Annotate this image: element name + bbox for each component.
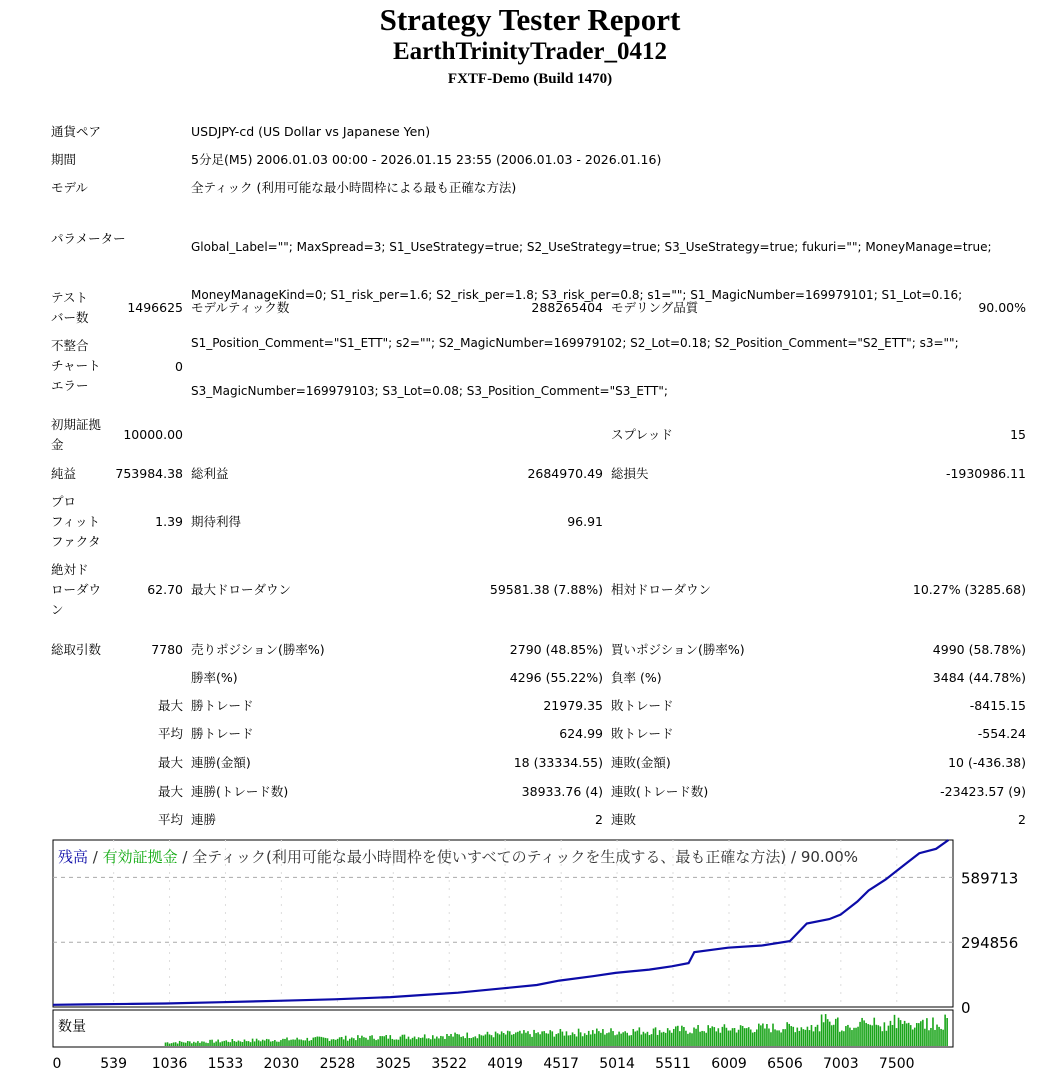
x-tick-label: 4019 (487, 1056, 523, 1072)
row1-b-value: -8415.15 (969, 698, 1026, 713)
row5-b-value: 2 (1018, 812, 1026, 827)
row4-a-value: 38933.76 (4) (521, 784, 603, 799)
model-label: モデル (51, 180, 88, 195)
params-label: パラメーター (51, 231, 126, 246)
row4-b-label: 連敗(トレード数) (611, 784, 709, 799)
x-tick-label: 6506 (767, 1056, 803, 1072)
x-tick-label: 1036 (151, 1056, 188, 1072)
win-label: 勝率(%) (191, 670, 238, 685)
mismatch-value: 0 (175, 359, 183, 374)
row3-prefix: 最大 (157, 755, 183, 770)
report-title: Strategy Tester Report (379, 2, 681, 37)
row2-prefix: 平均 (157, 726, 183, 741)
legend-description: / 全ティック(利用可能な最小時間枠を使いすべてのティックを生成する、最も正確な方法) / 90.00% (177, 848, 859, 866)
deposit-value: 10000.00 (123, 427, 183, 442)
net-label: 純益 (51, 466, 77, 481)
spread-label: スプレッド (611, 427, 673, 442)
row2-a-label: 勝トレード (191, 726, 254, 741)
x-tick-label: 4517 (543, 1056, 579, 1072)
row2-a-value: 624.99 (559, 726, 603, 741)
row3-b-value: 10 (-436.38) (948, 755, 1026, 770)
spread-value: 15 (1010, 427, 1026, 442)
mismatch-label-2: チャート (51, 358, 101, 373)
params-line: MoneyManageKind=0; S1_risk_per=1.6; S2_risk_per=1.8; S3_risk_per=0.8; s1=""; S1_MagicNumber=169979101; S1_Lot=0.16; (191, 288, 963, 302)
x-ticks (53, 1056, 915, 1072)
short-value: 2790 (48.85%) (509, 642, 603, 657)
row5-a-value: 2 (595, 812, 603, 827)
row1-prefix: 最大 (157, 698, 183, 713)
legend-balance: 残高 (58, 848, 89, 866)
x-tick-label: 6009 (711, 1056, 747, 1072)
gross-profit-value: 2684970.49 (527, 466, 603, 481)
legend-sep: / (88, 848, 103, 866)
bars-value: 1496625 (127, 300, 183, 315)
net-value: 753984.38 (115, 466, 183, 481)
max-dd-label: 最大ドローダウン (191, 582, 292, 597)
x-tick-label: 2528 (319, 1056, 356, 1072)
y-ticks (961, 869, 1018, 1017)
row5-prefix: 平均 (157, 812, 183, 827)
row3-b-label: 連敗(金額) (611, 755, 671, 770)
row1-a-value: 21979.35 (543, 698, 603, 713)
expected-value: 96.91 (567, 514, 603, 529)
abs-dd-label-1: 絶対ド (51, 562, 89, 577)
row5-b-label: 連敗 (611, 812, 637, 827)
row2-b-value: -554.24 (977, 726, 1026, 741)
deposit-label-1: 初期証拠 (51, 417, 102, 432)
x-tick-label: 2030 (263, 1056, 300, 1072)
row1-a-label: 勝トレード (191, 698, 254, 713)
mismatch-label-1: 不整合 (51, 338, 89, 353)
x-tick-label: 1533 (207, 1056, 244, 1072)
pf-value: 1.39 (155, 514, 183, 529)
win-value: 4296 (55.22%) (509, 670, 603, 685)
y-tick-label: 589713 (961, 869, 1019, 888)
bars-label-2: バー数 (51, 310, 89, 325)
model-value: 全ティック (利用可能な最小時間枠による最も正確な方法) (191, 180, 517, 195)
x-tick-label: 7500 (878, 1056, 915, 1072)
row3-a-value: 18 (33334.55) (513, 755, 603, 770)
row3-a-label: 連勝(金額) (191, 755, 251, 770)
ticks-value: 288265404 (531, 300, 603, 315)
bars-label-1: テスト (51, 290, 89, 305)
long-value: 4990 (58.78%) (932, 642, 1026, 657)
row5-a-label: 連勝 (191, 812, 217, 827)
y-tick-label: 0 (961, 999, 971, 1017)
x-tick-label: 7003 (823, 1056, 859, 1072)
params-line: Global_Label=""; MaxSpread=3; S1_UseStrategy=true; S2_UseStrategy=true; S3_UseStrategy=true; fukuri=""; MoneyManage=true; (191, 240, 992, 254)
x-tick-label: 539 (100, 1056, 128, 1072)
pf-label-2: フィット (51, 514, 101, 529)
x-tick-label: 5014 (599, 1056, 635, 1072)
rel-dd-label: 相対ドローダウン (611, 582, 712, 597)
max-dd-value: 59581.38 (7.88%) (489, 582, 603, 597)
server-build: FXTF-Demo (Build 1470) (447, 71, 613, 87)
symbol-label: 通貨ペア (51, 124, 102, 139)
params-line: S1_Position_Comment="S1_ETT"; s2=""; S2_MagicNumber=169979102; S2_Lot=0.18; S2_Position_Comment="S2_ETT"; s3=""; (191, 336, 959, 350)
mismatch-label-3: エラー (51, 378, 89, 393)
pf-label-3: ファクタ (51, 534, 101, 549)
expected-label: 期待利得 (191, 514, 242, 529)
period-value: 5分足(M5) 2006.01.03 00:00 - 2026.01.15 23:55 (2006.01.03 - 2026.01.16) (191, 152, 662, 167)
short-label: 売りポジション(勝率%) (191, 642, 325, 657)
total-trades-value: 7780 (151, 642, 183, 657)
row2-b-label: 敗トレード (611, 726, 674, 741)
balance-chart (0, 830, 1060, 1075)
params-line: S3_MagicNumber=169979103; S3_Lot=0.08; S3_Position_Comment="S3_ETT"; (191, 384, 668, 398)
y-tick-label: 294856 (961, 934, 1019, 953)
loss-label: 負率 (%) (611, 670, 662, 685)
gross-loss-value: -1930986.11 (945, 466, 1026, 481)
deposit-label-2: 金 (51, 437, 64, 452)
x-tick-label: 3522 (431, 1056, 468, 1072)
total-trades-label: 総取引数 (51, 642, 102, 657)
rel-dd-value: 10.27% (3285.68) (912, 582, 1026, 597)
pf-label-1: プロ (51, 494, 77, 509)
abs-dd-value: 62.70 (147, 582, 183, 597)
gross-loss-label: 総損失 (611, 466, 649, 481)
x-tick-label: 0 (52, 1056, 62, 1072)
ea-name: EarthTrinityTrader_0412 (392, 38, 668, 65)
abs-dd-label-2: ローダウ (51, 582, 102, 597)
chart-legend (58, 848, 858, 866)
loss-value: 3484 (44.78%) (932, 670, 1026, 685)
period-label: 期間 (51, 152, 77, 167)
volume-label: 数量 (58, 1019, 86, 1035)
row4-prefix: 最大 (157, 784, 183, 799)
legend-equity: 有効証拠金 (102, 848, 178, 866)
row4-a-label: 連勝(トレード数) (191, 784, 289, 799)
gross-profit-label: 総利益 (191, 466, 229, 481)
row1-b-label: 敗トレード (611, 698, 674, 713)
quality-label: モデリング品質 (611, 300, 699, 315)
row4-b-value: -23423.57 (9) (940, 784, 1026, 799)
x-tick-label: 5511 (655, 1056, 691, 1072)
quality-value: 90.00% (978, 300, 1026, 315)
symbol-value: USDJPY-cd (US Dollar vs Japanese Yen) (191, 124, 431, 139)
x-tick-label: 3025 (375, 1056, 412, 1072)
abs-dd-label-3: ン (51, 602, 64, 617)
long-label: 買いポジション(勝率%) (611, 642, 745, 657)
ticks-label: モデルティック数 (191, 300, 290, 315)
